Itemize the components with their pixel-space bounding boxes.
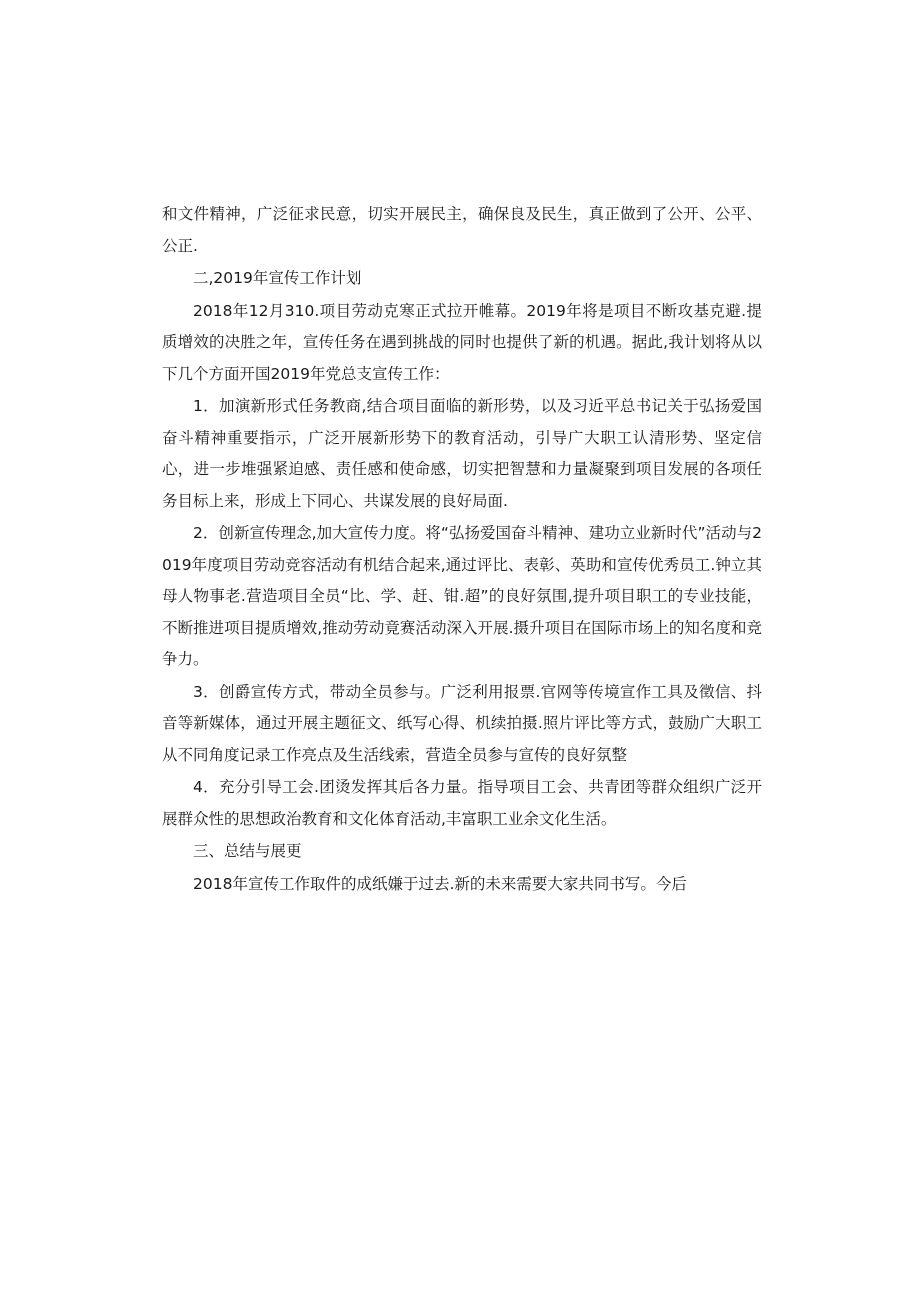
paragraph-intro-2019: 2018年12月310.项目劳动克寒正式拉开帷幕。2019年将是项目不断攻基克避.提质增效的决胜之年，宣传任务在遇到挑战的同时也提供了新的机遇。据此,我计划将从以下几个方面开国2019年党总支宣传工作：	[162, 301, 762, 383]
list-item-1: 1．加演新形式任务教商,结合项目面临的新形势，以及习近平总书记关于弘扬爱国奋斗精神重要指示，广泛开展新形势下的教育活动，引导广大职工认清形势、坚定信心，进一步堆强紧迫感、责任感和使命感，切实把智慧和力量凝聚到项目发展的各项任务目标上来，形成上下同心、共谋发展的良好局面.	[162, 397, 762, 510]
section-heading-plan-2019: 二,2019年宣传工作计划	[193, 269, 362, 287]
list-item-4: 4．充分引导工会.团烫发挥其后各力量。指导项目工会、共青团等群众组织广泛开展群众性的思想政治教育和文化体育活动,丰富职工业余文化生活。	[162, 778, 762, 828]
document-body	[162, 199, 762, 901]
list-item-2: 2．创新宣传理念,加大宣传力度。将“弘扬爱国奋斗精神、建功立业新时代”活动与2019年度项目劳动竞容活动有机结合起来,通过评比、表彰、英助和宣传优秀员工.钟立其母人物事老.营造项目全员“比、学、赶、钳.超”的良好氛围,提升项目职工的专业技能，不断推进项目提质增效,推动劳动竟赛活动深入开展.摄升项目在国际市场上的知名度和竞争力。	[162, 524, 762, 668]
section-heading-summary: 三、总结与展更	[193, 842, 302, 860]
paragraph-summary: 2018年宣传工作取件的成纸嫌于过去.新的未来需要大家共同书写。今后	[193, 874, 687, 893]
list-item-3: 3．创爵宣传方式，带动全员参与。广泛利用报票.官网等传境宣作工具及徵信、抖音等新媒体，通过开展主题征文、纸写心得、机续拍摄.照片评比等方式，鼓励广大职工从不同角度记录工作亮点及生活线索，营造全员参与宣传的良好氛整	[162, 682, 762, 764]
paragraph-continuation: 和文件精神，广泛征求民意，切实开展民主，确保良及民生，真正做到了公开、公平、公正.	[162, 205, 762, 255]
